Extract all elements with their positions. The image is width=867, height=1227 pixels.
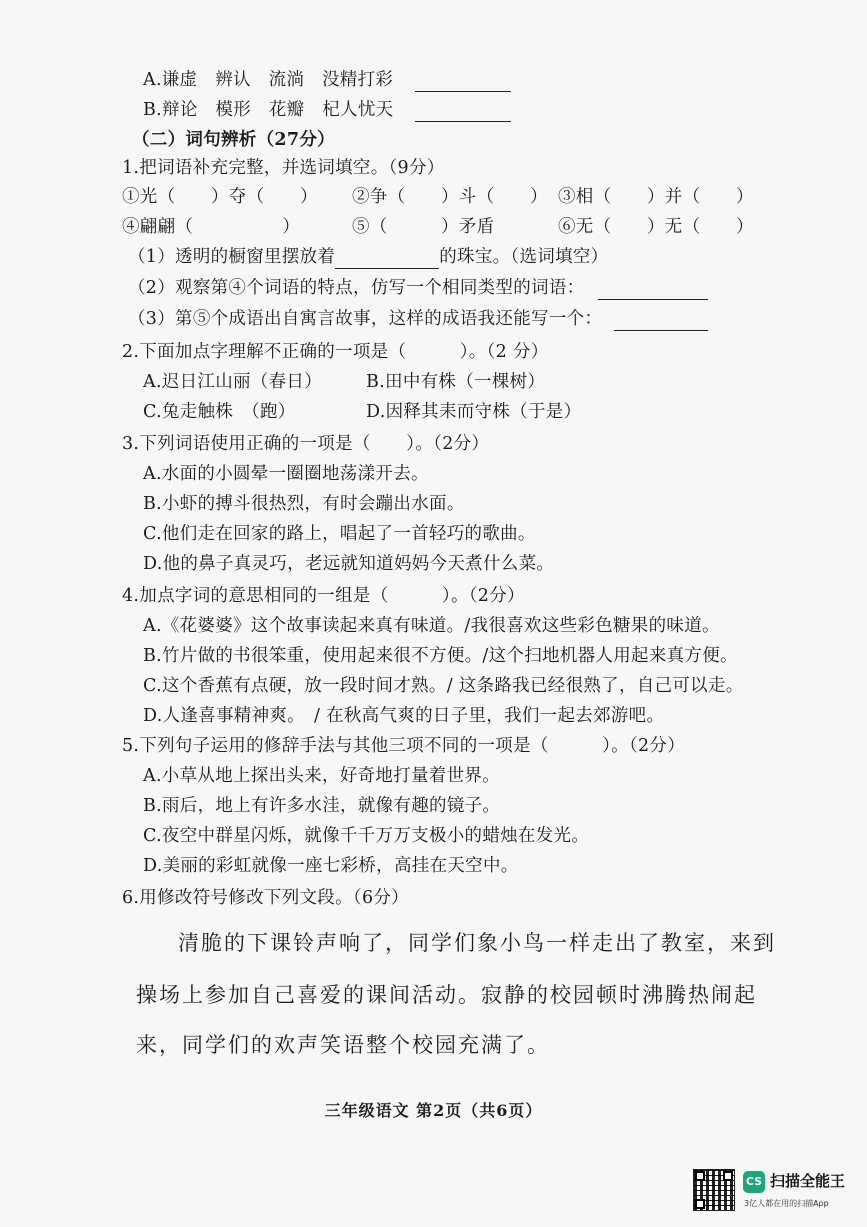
q3-option-a: A.水面的小圆晕一圈圈地荡漾开去。 [143, 464, 429, 484]
question-4: 4.加点字词的意思相同的一组是（ ）。（2分） [122, 586, 525, 606]
q1-word-5: ⑤（ ）矛盾 [352, 217, 495, 237]
q4-option-d: D.人逢喜事精神爽。 / 在秋高气爽的日子里，我们一起去郊游吧。 [143, 706, 665, 726]
q1-word-4: ④翩翩（ ） [122, 217, 300, 237]
passage-line-3: 来，同学们的欢声笑语整个校园充满了。 [136, 1033, 550, 1057]
camscanner-name: 扫描全能王 [770, 1172, 846, 1190]
answer-blank [415, 103, 511, 122]
camscanner-tagline: 3亿人都在用的扫描App [744, 1199, 829, 1208]
q5-option-c: C.夜空中群星闪烁，就像千千万万支极小的蜡烛在发光。 [143, 826, 590, 846]
question-6: 6.用修改符号修改下列文段。（6分） [122, 888, 409, 908]
passage-line-1: 清脆的下课铃声响了，同学们象小鸟一样走出了教室，来到 [178, 931, 776, 955]
question-5: 5.下列句子运用的修辞手法与其他三项不同的一项是（ ）。（2分） [122, 736, 686, 756]
q1-word-3: ③相（ ）并（ ） [558, 187, 754, 207]
answer-blank [598, 281, 708, 300]
q5-option-a: A.小草从地上探出头来，好奇地打量着世界。 [143, 766, 500, 786]
q1-sub-3: （3）第⑤个成语出自寓言故事，这样的成语我还能写一个： [128, 307, 708, 331]
q1-word-1: ①光（ ）夺（ ） [122, 187, 318, 207]
q1-sub-2: （2）观察第④个词语的特点，仿写一个相同类型的词语： [128, 276, 708, 300]
answer-blank [415, 73, 511, 92]
question-1: 1.把词语补充完整，并选词填空。（9分） [122, 158, 445, 178]
question-3: 3.下列词语使用正确的一项是（ ）。（2分） [122, 434, 490, 454]
page-footer: 三年级语文 第2页（共6页） [324, 1101, 543, 1120]
q1-word-2: ②争（ ）斗（ ） [352, 187, 548, 207]
option-a: A.谦虚 辨认 流淌 没精打彩 [143, 68, 511, 92]
qr-code-icon [693, 1169, 735, 1211]
q5-option-d: D.美丽的彩虹就像一座七彩桥，高挂在天空中。 [143, 856, 519, 876]
q2-option-d: D.因释其耒而守株（于是） [366, 402, 582, 422]
q3-option-b: B.小虾的搏斗很热烈，有时会蹦出水面。 [143, 494, 465, 514]
q5-option-b: B.雨后，地上有许多水洼，就像有趣的镜子。 [143, 796, 501, 816]
q2-option-b: B.田中有株（一棵树） [366, 372, 546, 392]
q2-option-c: C.兔走触株 （跑） [143, 402, 296, 422]
answer-blank [614, 312, 708, 331]
q1-word-6: ⑥无（ ）无（ ） [558, 217, 754, 237]
answer-blank [335, 250, 439, 269]
q3-option-d: D.他的鼻子真灵巧，老远就知道妈妈今天煮什么菜。 [143, 554, 555, 574]
q4-option-b: B.竹片做的书很笨重，使用起来很不方便。/这个扫地机器人用起来真方便。 [143, 646, 738, 666]
q4-option-c: C.这个香蕉有点硬，放一段时间才熟。/ 这条路我已经很熟了，自己可以走。 [143, 676, 744, 696]
q2-option-a: A.迟日江山丽（春日） [143, 372, 322, 392]
q3-option-c: C.他们走在回家的路上，唱起了一首轻巧的歌曲。 [143, 524, 536, 544]
q1-sub-1: （1）透明的橱窗里摆放着 的珠宝。（选词填空） [128, 247, 609, 267]
option-b: B.辩论 模形 花瓣 杞人忧天 [143, 98, 511, 122]
passage-line-2: 操场上参加自己喜爱的课间活动。寂静的校园顿时沸腾热闹起 [136, 983, 757, 1007]
q4-option-a: A.《花婆婆》这个故事读起来真有味道。/我很喜欢这些彩色糖果的味道。 [143, 616, 720, 636]
question-2: 2.下面加点字理解不正确的一项是（ ）。（2 分） [122, 342, 549, 362]
camscanner-logo-icon: CS [743, 1171, 765, 1193]
section-heading: （二）词句辨析（27分） [132, 130, 335, 150]
